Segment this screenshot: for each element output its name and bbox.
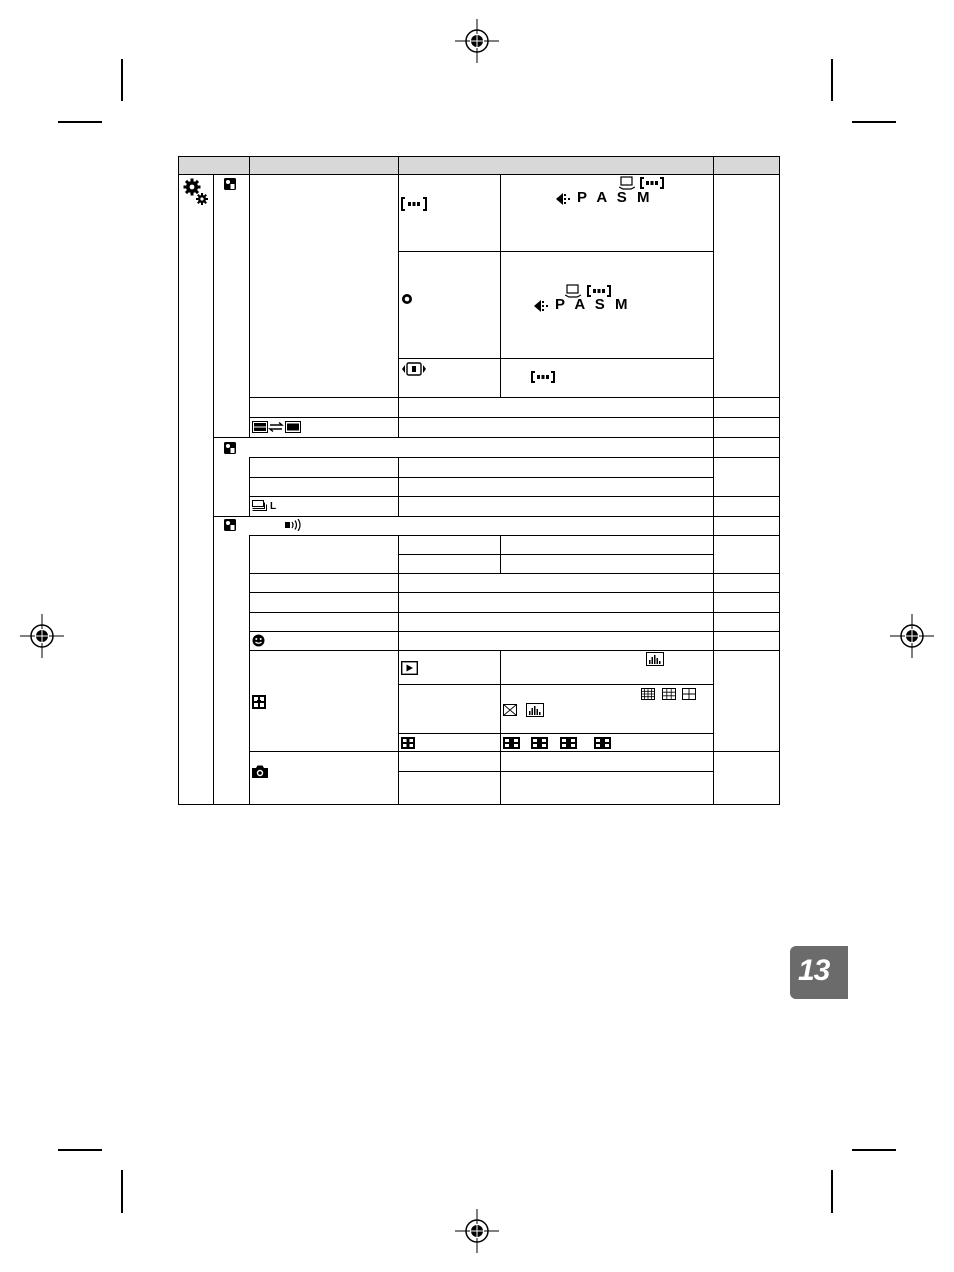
histogram-icon [646, 652, 664, 666]
sequential-low-icon [252, 500, 268, 512]
crop-mark [831, 1170, 833, 1213]
info-display-icon [531, 737, 548, 749]
mode-label-row1: P A S M [577, 189, 653, 206]
info-display-icon [503, 737, 520, 749]
flash-arrow-icon [555, 192, 575, 206]
multi-af-target-icon [401, 197, 427, 211]
multi-af-target-icon [640, 177, 664, 189]
crop-mark [58, 1149, 102, 1151]
crop-mark [121, 1170, 123, 1213]
crop-mark [852, 121, 896, 123]
mode-label-row2: P A S M [555, 296, 631, 313]
crop-mark [58, 121, 102, 123]
custom-menu-b-icon [224, 178, 236, 190]
custom-menu-c-icon [224, 442, 236, 454]
info-display-icon [560, 737, 577, 749]
registration-mark-icon [20, 614, 64, 658]
sequential-low-suffix: L [270, 501, 277, 512]
info-display-icon [594, 737, 611, 749]
af-target-select-icon [401, 362, 427, 376]
grid-icon [503, 704, 517, 716]
flash-arrow-icon [533, 299, 553, 313]
histogram-icon [526, 703, 544, 717]
info-display-icon [252, 695, 266, 709]
grid-icon [682, 688, 696, 700]
registration-mark-icon [455, 19, 499, 63]
playback-icon [401, 661, 418, 675]
crop-mark [852, 1149, 896, 1151]
grid-icon [641, 688, 655, 700]
gear-menu-icon [183, 178, 209, 206]
custom-menu-d-icon [224, 519, 236, 531]
registration-mark-icon [455, 1209, 499, 1253]
crop-mark [121, 59, 123, 101]
camera-icon [252, 765, 268, 778]
af-frame-icon [619, 176, 635, 190]
single-af-target-icon [401, 293, 413, 305]
multi-af-target-icon [531, 371, 555, 383]
crop-mark [831, 59, 833, 101]
chapter-tab [790, 946, 848, 999]
chapter-number: 13 [798, 954, 830, 987]
beep-icon [285, 519, 301, 531]
registration-mark-icon [890, 614, 934, 658]
ael-afl-fn-swap-icon [252, 421, 302, 433]
info-display-icon [401, 737, 415, 749]
table-header-row [178, 156, 779, 174]
grid-icon [662, 688, 676, 700]
face-detect-icon [252, 634, 265, 647]
